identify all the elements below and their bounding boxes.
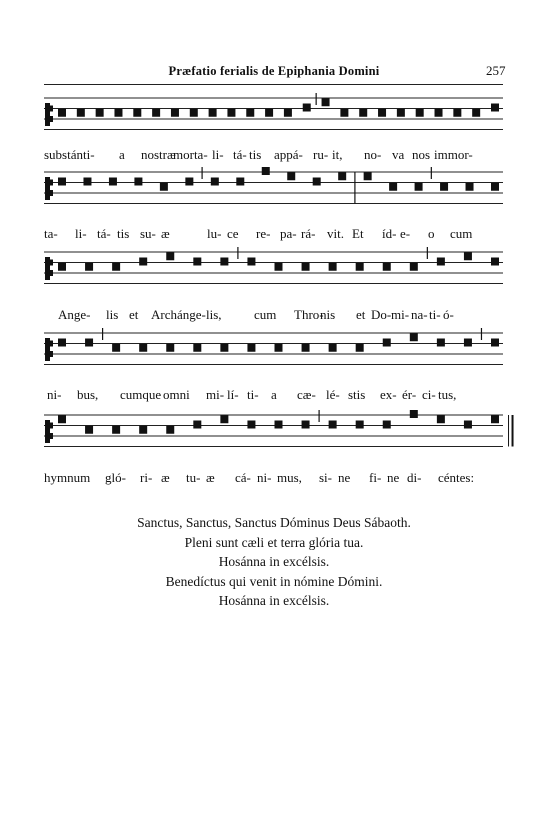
neume-note <box>211 178 219 186</box>
neume-note <box>338 172 346 180</box>
neume-note <box>466 183 474 191</box>
lyric-syllable: cumque <box>120 387 162 402</box>
lyric-syllable: ne <box>338 470 351 485</box>
lyric-syllable: va <box>392 147 405 162</box>
lyric-syllable: hymnum <box>44 470 91 485</box>
lyric-syllable: céntes: <box>438 470 475 485</box>
neume-note <box>58 415 66 423</box>
lyrics-line-4 <box>44 387 504 405</box>
neume-note <box>302 421 310 429</box>
lyric-syllable: nos <box>412 147 431 162</box>
lyric-syllable: tis <box>117 226 130 241</box>
lyric-syllable: ó- <box>443 307 454 322</box>
lyric-syllable: omni <box>163 387 190 402</box>
lyric-syllable: æ <box>161 226 170 241</box>
lyric-syllable: na- <box>411 307 428 322</box>
neume-note <box>383 421 391 429</box>
lyric-syllable: ti- <box>247 387 259 402</box>
lyric-syllable: Thro- <box>294 307 324 322</box>
neume-note <box>437 258 445 266</box>
lyric-syllable: nostræ <box>141 147 176 162</box>
neume-note <box>77 109 85 117</box>
lyric-syllable: æ <box>161 470 170 485</box>
lyrics-line-5 <box>44 470 504 488</box>
neume-note <box>491 258 499 266</box>
sanctus-line: Pleni sunt cæli et terra glória tua. <box>184 534 364 550</box>
neume-note <box>464 252 472 260</box>
neume-note <box>356 421 364 429</box>
neume-note <box>265 109 273 117</box>
neume-note <box>464 339 472 347</box>
lyric-syllable: substánti- <box>44 147 95 162</box>
neume-note <box>416 109 424 117</box>
neume-note <box>303 104 311 112</box>
neume-note <box>359 109 367 117</box>
neume-note <box>166 344 174 352</box>
neume-note <box>491 415 499 423</box>
lyric-syllable: su- <box>140 226 156 241</box>
neume-note <box>227 109 235 117</box>
lyric-syllable: et <box>129 307 139 322</box>
neume-note <box>220 344 228 352</box>
neume-note <box>322 98 330 106</box>
neume-note <box>383 339 391 347</box>
neume-note <box>275 421 283 429</box>
lyric-syllable: cum <box>254 307 277 322</box>
lyrics-line-1 <box>44 147 504 165</box>
neume-note <box>246 109 254 117</box>
lyric-syllable: rá- <box>301 226 316 241</box>
lyric-syllable: it, <box>332 147 343 162</box>
c-clef-icon <box>45 338 53 361</box>
c-clef-icon <box>45 177 53 200</box>
neume-note <box>247 344 255 352</box>
running-header-title: Præfatio ferialis de Epiphania Domini <box>168 64 380 78</box>
neume-note <box>329 421 337 429</box>
neume-note <box>220 258 228 266</box>
neume-note <box>397 109 405 117</box>
lyric-syllable: Ange- <box>58 307 91 322</box>
neume-note <box>190 109 198 117</box>
neume-note <box>329 344 337 352</box>
neume-note <box>437 415 445 423</box>
lyric-syllable: nis <box>320 307 336 322</box>
sanctus-line: Hosánna in excélsis. <box>218 554 330 569</box>
neume-note <box>139 344 147 352</box>
neume-note <box>134 178 142 186</box>
lyric-syllable: cæ- <box>297 387 316 402</box>
lyric-syllable: Do- <box>371 307 392 322</box>
neume-note <box>139 426 147 434</box>
lyric-syllable: mus, <box>277 470 302 485</box>
lyric-syllable: lis, <box>206 307 222 322</box>
lyric-syllable: mi- <box>206 387 225 402</box>
lyric-syllable: cum <box>450 226 473 241</box>
neume-note <box>109 178 117 186</box>
neume-note <box>85 426 93 434</box>
neume-note <box>437 339 445 347</box>
lyric-syllable: ne <box>387 470 400 485</box>
neume-note <box>410 410 418 418</box>
lyric-syllable: tá- <box>97 226 111 241</box>
lyrics-line-3 <box>44 307 504 325</box>
neume-note <box>383 263 391 271</box>
neume-note <box>262 167 270 175</box>
neume-note <box>85 339 93 347</box>
lyric-syllable: ér- <box>402 387 417 402</box>
lyric-syllable: ta- <box>44 226 58 241</box>
neume-note <box>58 263 66 271</box>
neume-note <box>85 263 93 271</box>
neume-note <box>193 258 201 266</box>
lyric-syllable: no- <box>364 147 382 162</box>
neume-note <box>364 172 372 180</box>
lyric-syllable: lis <box>106 307 119 322</box>
lyric-syllable: morta- <box>173 147 208 162</box>
neume-note <box>435 109 443 117</box>
lyric-syllable: ru- <box>313 147 329 162</box>
neume-note <box>160 183 168 191</box>
neume-note <box>247 258 255 266</box>
neume-note <box>378 109 386 117</box>
neume-note <box>356 344 364 352</box>
neume-note <box>491 104 499 112</box>
neume-note <box>415 183 423 191</box>
lyric-syllable: si- <box>319 470 332 485</box>
lyric-syllable: ri- <box>140 470 153 485</box>
lyric-syllable: ci- <box>422 387 436 402</box>
neume-note <box>96 109 104 117</box>
lyric-syllable: gló- <box>105 470 126 485</box>
neume-note <box>152 109 160 117</box>
neume-note <box>389 183 397 191</box>
sanctus-line: Hosánna in excélsis. <box>218 593 330 608</box>
lyric-syllable: ti- <box>429 307 441 322</box>
lyric-syllable: e- <box>400 226 411 241</box>
lyric-syllable: stis <box>348 387 366 402</box>
lyric-syllable: li- <box>75 226 87 241</box>
neume-note <box>220 415 228 423</box>
neume-note <box>302 263 310 271</box>
lyric-syllable: li- <box>212 147 224 162</box>
lyric-syllable: ni- <box>257 470 272 485</box>
lyric-syllable: a <box>119 147 125 162</box>
lyric-syllable: ni- <box>47 387 62 402</box>
lyric-syllable: fi- <box>369 470 382 485</box>
neume-note <box>58 109 66 117</box>
neume-note <box>491 183 499 191</box>
sanctus-line: Benedíctus qui venit in nómine Dómini. <box>165 573 383 589</box>
neume-note <box>329 263 337 271</box>
lyric-syllable: æ <box>206 470 215 485</box>
lyric-syllable: ce <box>227 226 239 241</box>
neume-note <box>58 339 66 347</box>
c-clef-icon <box>45 257 53 280</box>
lyric-syllable: di- <box>407 470 422 485</box>
lyric-syllable: cá- <box>235 470 251 485</box>
lyric-syllable: vit. <box>327 226 344 241</box>
neume-note <box>247 421 255 429</box>
neume-note <box>193 344 201 352</box>
neume-note <box>313 178 321 186</box>
c-clef-icon <box>45 103 53 126</box>
lyric-syllable: pa- <box>280 226 297 241</box>
neume-note <box>410 333 418 341</box>
lyric-syllable: lu- <box>207 226 222 241</box>
lyric-syllable: immor- <box>434 147 473 162</box>
lyric-syllable: Archánge- <box>151 307 206 322</box>
lyric-syllable: tu- <box>186 470 201 485</box>
c-clef-icon <box>45 420 53 443</box>
neume-note <box>275 344 283 352</box>
neume-note <box>340 109 348 117</box>
lyric-syllable: a <box>271 387 277 402</box>
neume-note <box>112 263 120 271</box>
page-number: 257 <box>486 63 506 78</box>
neume-note <box>236 178 244 186</box>
lyric-syllable: mi- <box>391 307 410 322</box>
lyric-syllable: re- <box>256 226 271 241</box>
lyric-syllable: tus, <box>438 387 457 402</box>
lyric-syllable: íd- <box>382 226 397 241</box>
sanctus-line: Sanctus, Sanctus, Sanctus Dóminus Deus Sábaoth. <box>137 515 411 530</box>
neume-note <box>356 263 364 271</box>
neume-note <box>287 172 295 180</box>
neume-note <box>472 109 480 117</box>
lyrics-line-2 <box>44 226 504 244</box>
neume-note <box>112 344 120 352</box>
sanctus-text <box>0 513 548 611</box>
neume-note <box>83 178 91 186</box>
neume-note <box>166 426 174 434</box>
neume-note <box>302 344 310 352</box>
lyric-syllable: tis <box>249 147 262 162</box>
neume-note <box>284 109 292 117</box>
neume-note <box>453 109 461 117</box>
neume-note <box>209 109 217 117</box>
neume-note <box>58 178 66 186</box>
neume-note <box>464 421 472 429</box>
neume-note <box>193 421 201 429</box>
lyric-syllable: lí- <box>227 387 239 402</box>
lyric-syllable: lé- <box>326 387 340 402</box>
lyric-syllable: appá- <box>274 147 303 162</box>
lyric-syllable: bus, <box>77 387 99 402</box>
neume-note <box>133 109 141 117</box>
lyric-syllable: tá- <box>233 147 247 162</box>
neume-note <box>275 263 283 271</box>
neume-note <box>410 263 418 271</box>
neume-note <box>114 109 122 117</box>
lyric-syllable: Et <box>352 226 364 241</box>
header-rule <box>44 84 503 85</box>
neume-note <box>491 339 499 347</box>
neume-note <box>166 252 174 260</box>
neume-note <box>139 258 147 266</box>
neume-note <box>440 183 448 191</box>
neume-note <box>171 109 179 117</box>
neume-note <box>112 426 120 434</box>
lyric-syllable: ex- <box>380 387 397 402</box>
lyric-syllable: et <box>356 307 366 322</box>
lyric-syllable: o <box>428 226 435 241</box>
neume-note <box>185 178 193 186</box>
